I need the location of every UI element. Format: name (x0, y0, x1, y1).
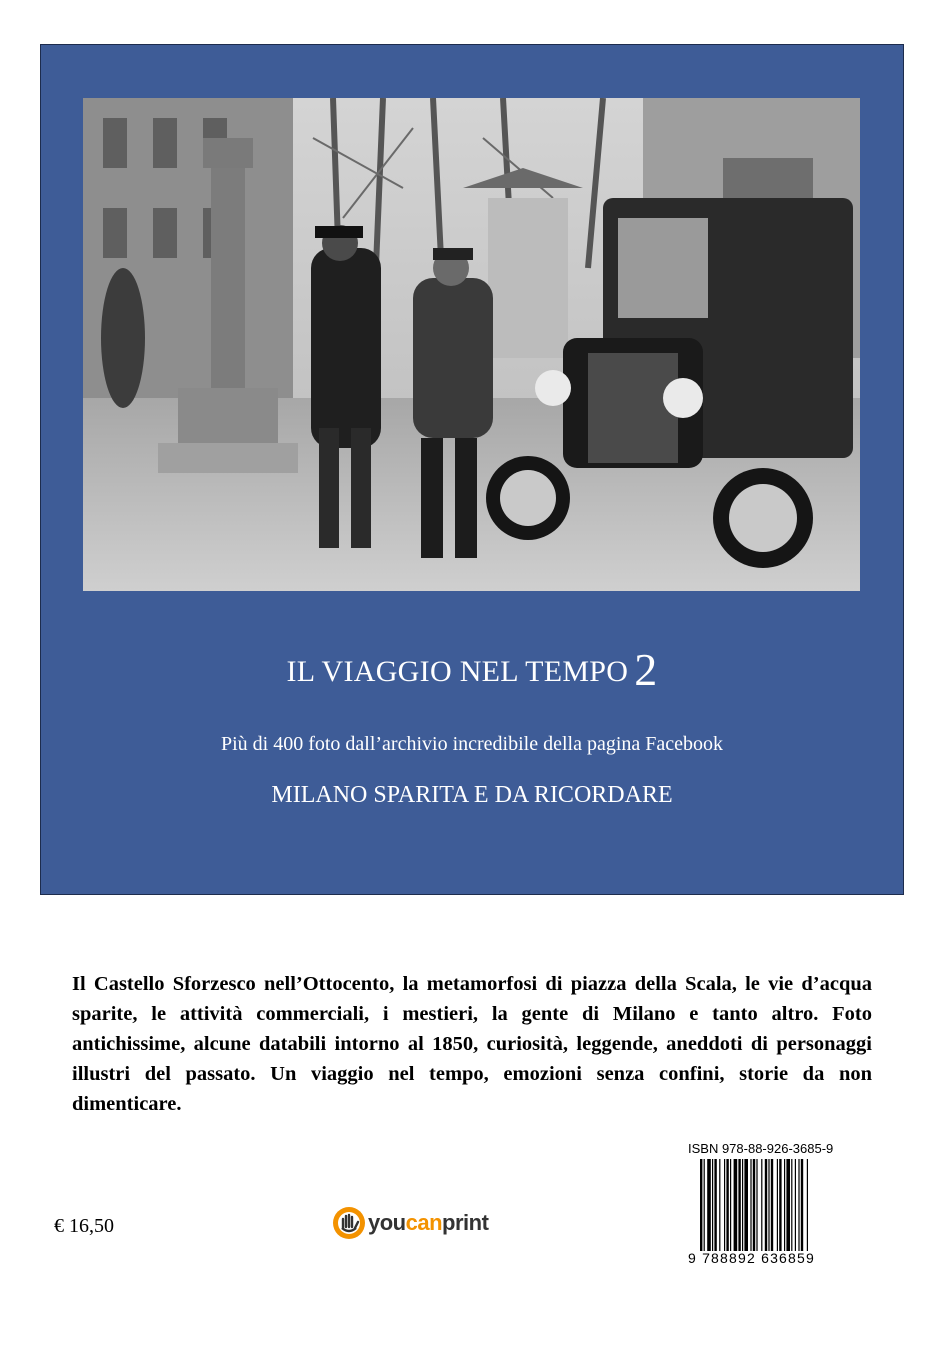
barcode-bar (761, 1159, 762, 1251)
barcode-bar (714, 1159, 716, 1251)
wordmark-you: you (368, 1210, 406, 1235)
isbn-label: ISBN 978-88-926-3685-9 (688, 1141, 834, 1156)
hand-icon (332, 1206, 366, 1240)
barcode-bar (719, 1159, 720, 1251)
barcode-bar (753, 1159, 755, 1251)
barcode-bar (738, 1159, 740, 1251)
barcode-bar (756, 1159, 757, 1251)
price-label: € 16,50 (54, 1215, 114, 1237)
back-cover-blurb: Il Castello Sforzesco nell’Ottocento, la metamorfosi di piazza della Scala, le vie d’acqua sparite, le attività commerciali, i mestieri, la gente di Milano e tanto altro. Foto antichissime, alcune databili intorno al 1850, curiosità, leggende, aneddoti di personaggi illustri del passato. Un viaggio nel tempo, emozioni senza confini, storie da non dimenticare. (72, 973, 872, 1115)
barcode-bar (786, 1159, 790, 1251)
barcode-bar (791, 1159, 792, 1251)
barcode-bar (744, 1159, 748, 1251)
barcode-bar (700, 1159, 702, 1251)
barcode-bar (742, 1159, 743, 1251)
barcode-bar (784, 1159, 785, 1251)
barcode-bar (734, 1159, 738, 1251)
barcode-bar (712, 1159, 713, 1251)
barcode-bar (750, 1159, 751, 1251)
barcode-bar (768, 1159, 769, 1251)
book-title-text: IL VIAGGIO NEL TEMPO (286, 655, 629, 688)
ean-number: 9 788892 636859 (688, 1250, 815, 1266)
barcode-bar (807, 1159, 808, 1251)
book-subtitle: Più di 400 foto dall’archivio incredibile della pagina Facebook (220, 733, 724, 755)
barcode-bar (795, 1159, 796, 1251)
wordmark-can: can (405, 1210, 443, 1235)
wordmark-print: print (442, 1210, 489, 1235)
barcode-bar (801, 1159, 803, 1251)
barcode-bar (765, 1159, 767, 1251)
cover-panel (40, 44, 904, 895)
barcode-bar (726, 1159, 728, 1251)
barcode-bar (707, 1159, 711, 1251)
barcode-bar (730, 1159, 731, 1251)
barcode (700, 1159, 848, 1251)
barcode-bar (779, 1159, 781, 1251)
publisher-logo (332, 1206, 488, 1240)
barcode-bar (798, 1159, 799, 1251)
book-tagline: MILANO SPARITA E DA RICORDARE (271, 782, 673, 808)
street-scene-image (83, 98, 860, 591)
barcode-bar (704, 1159, 705, 1251)
publisher-wordmark (368, 1210, 488, 1236)
book-title-number: 2 (634, 644, 658, 695)
book-title (41, 643, 903, 696)
historic-photo (83, 98, 860, 591)
barcode-bar (771, 1159, 773, 1251)
barcode-bar (724, 1159, 725, 1251)
barcode-bar (777, 1159, 778, 1251)
